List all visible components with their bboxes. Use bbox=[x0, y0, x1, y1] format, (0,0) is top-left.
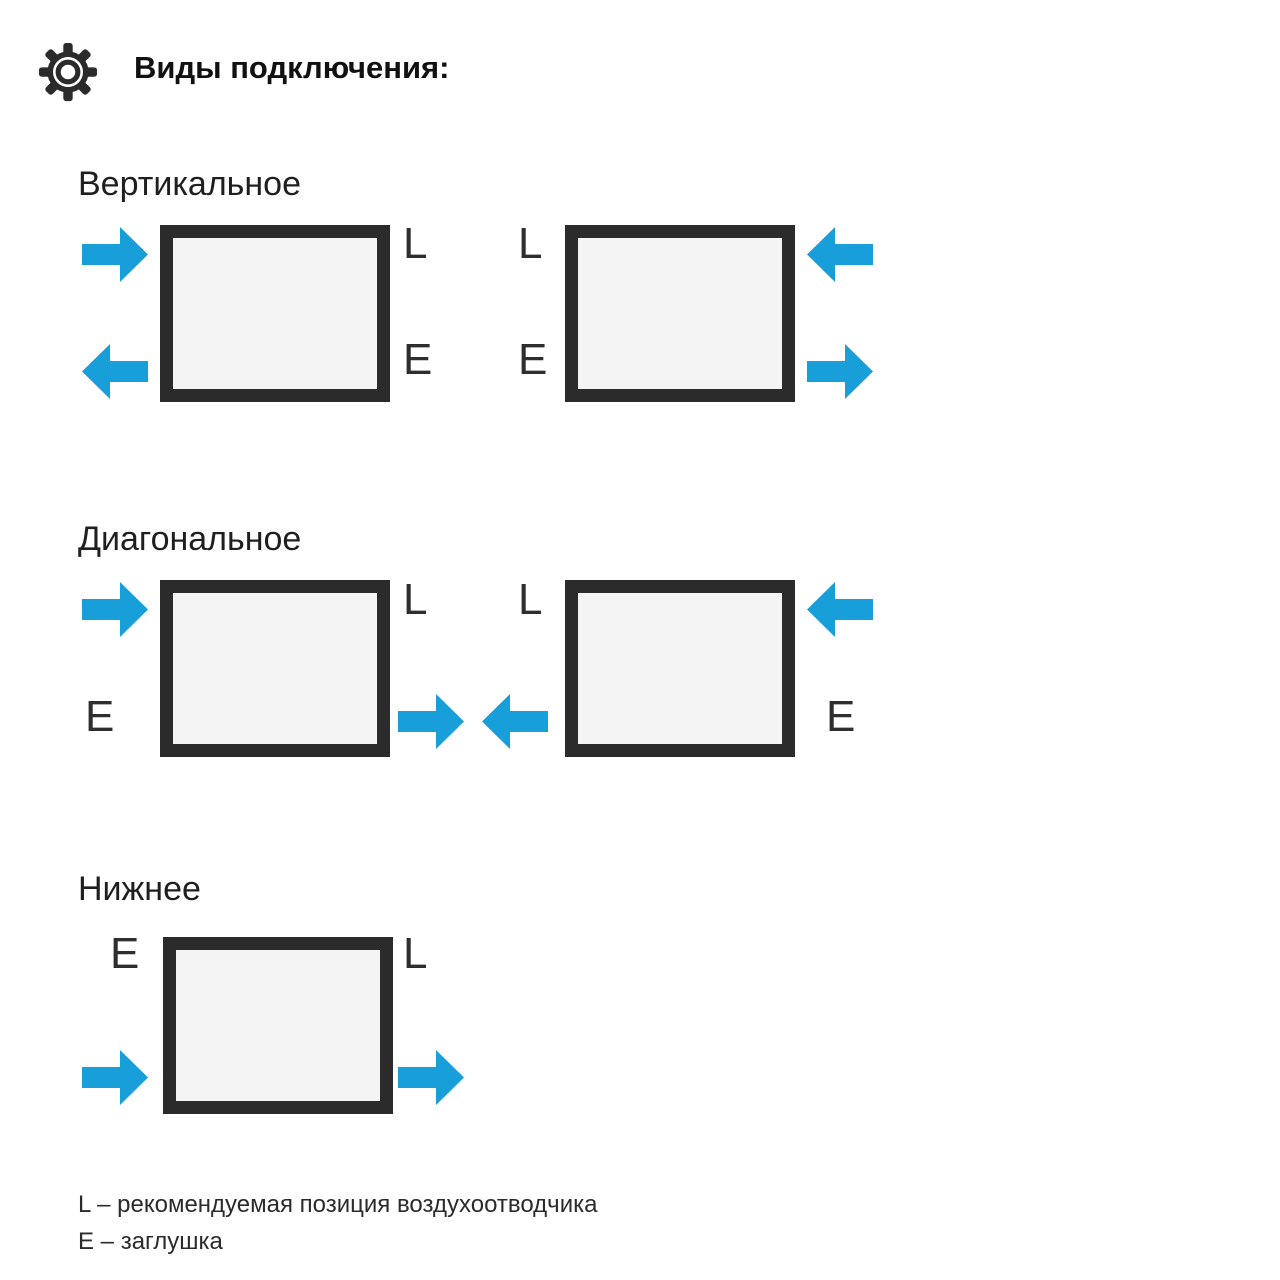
legend-line-plug: E – заглушка bbox=[78, 1228, 223, 1255]
flow-out-arrow-icon bbox=[82, 344, 148, 399]
flow-in-arrow-icon bbox=[807, 582, 873, 637]
radiator-body bbox=[163, 937, 393, 1114]
flow-out-arrow-icon bbox=[807, 344, 873, 399]
section-title-vertical: Вертикальное bbox=[78, 165, 301, 203]
air-vent-label: L bbox=[403, 575, 428, 624]
flow-out-arrow-icon bbox=[482, 694, 548, 749]
flow-out-arrow-icon bbox=[398, 1050, 464, 1105]
plug-label: E bbox=[85, 692, 115, 741]
page-title: Виды подключения: bbox=[134, 50, 450, 85]
radiator-body bbox=[565, 225, 795, 402]
flow-in-arrow-icon bbox=[82, 227, 148, 282]
air-vent-label: L bbox=[518, 219, 543, 268]
flow-out-arrow-icon bbox=[398, 694, 464, 749]
flow-in-arrow-icon bbox=[82, 582, 148, 637]
air-vent-label: L bbox=[403, 219, 428, 268]
radiator-body bbox=[160, 580, 390, 757]
radiator-body bbox=[160, 225, 390, 402]
plug-label: E bbox=[826, 692, 856, 741]
gear-icon bbox=[38, 42, 98, 102]
plug-label: E bbox=[518, 335, 548, 384]
section-title-bottom: Нижнее bbox=[78, 870, 201, 908]
plug-label: E bbox=[110, 929, 140, 978]
air-vent-label: L bbox=[518, 575, 543, 624]
air-vent-label: L bbox=[403, 929, 428, 978]
flow-in-arrow-icon bbox=[82, 1050, 148, 1105]
flow-in-arrow-icon bbox=[807, 227, 873, 282]
radiator-body bbox=[565, 580, 795, 757]
legend-line-air-vent: L – рекомендуемая позиция воздухоотводчика bbox=[78, 1191, 598, 1218]
section-title-diagonal: Диагональное bbox=[78, 520, 302, 558]
plug-label: E bbox=[403, 335, 433, 384]
